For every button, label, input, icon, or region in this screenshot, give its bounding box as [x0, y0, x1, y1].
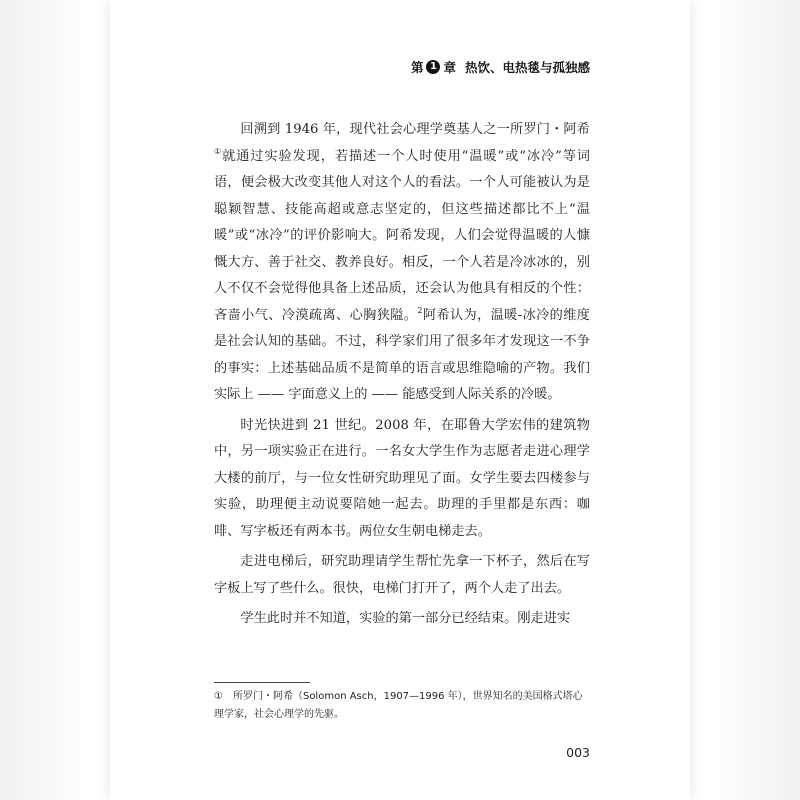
paragraph-3: 走进电梯后，研究助理请学生帮忙先拿一下杯子，然后在写字板上写了些什么。很快，电梯门打开了，两个人走了出去。: [214, 554, 590, 596]
footnote: [214, 688, 590, 724]
body-text: [214, 117, 590, 637]
chapter-suffix: 章: [443, 60, 456, 75]
footnote-divider: [214, 682, 310, 683]
page-number: 003: [566, 745, 590, 760]
paragraph-1-part-c: 阿希认为，温暖-冰冷的维度是社会认知的基础。不过，科学家们用了很多年才发现这一不争的事实：上述基础品质不是简单的语言或思维隐喻的产物。我们实际上 —— 字面意义上的 —— 能感受到人际关系的冷暖。: [214, 307, 590, 402]
footnote-text: 所罗门・阿希（Solomon Asch，1907—1996 年），世界知名的美国格式塔心理学家，社会心理学的先驱。: [214, 691, 583, 720]
footnote-marker: ①: [214, 146, 223, 156]
paragraph-1-part-b: 就通过实验发现，若描述一个人时使用“温暖”或“冰冷”等词语，便会极大改变其他人对这个人的看法。一个人可能被认为是聪颖智慧、技能高超或意志坚定的，但这些描述都比不上“温暖”或“冰冷”的评价影响大。阿希发现，人们会觉得温暖的人慷慨大方、善于社交、教养良好。相反，一个人若是冷冰冰的，别人不仅不会觉得他具备上述品质，还会认为他具有相反的个性：吝啬小气、冷漠疏离、心胸狭隘。: [214, 148, 590, 323]
footnote-number: ①: [214, 691, 223, 702]
chapter-prefix: 第: [410, 60, 424, 75]
paragraph-1: [214, 117, 590, 409]
paragraph-4: 学生此时并不知道，实验的第一部分已经结束。刚走进实: [240, 611, 571, 626]
running-header: [411, 58, 590, 76]
paragraph-1-part-a: 回溯到 1946 年，现代社会心理学奠基人之一所罗门・阿希: [240, 122, 590, 137]
chapter-number-badge: 1: [426, 60, 440, 74]
book-page: [110, 0, 690, 800]
reference-marker: 2: [417, 305, 423, 315]
chapter-title: 热饮、电热毯与孤独感: [464, 60, 590, 75]
paragraph-2: 时光快进到 21 世纪。2008 年，在耶鲁大学宏伟的建筑物中，另一项实验正在进行。一名女大学生作为志愿者走进心理学大楼的前厅，与一位女性研究助理见了面。女学生要去四楼参与实验，助理便主动说要陪她一起去。助理的手里都是东西：咖啡、写字板还有两本书。两位女生朝电梯走去。: [214, 417, 590, 539]
